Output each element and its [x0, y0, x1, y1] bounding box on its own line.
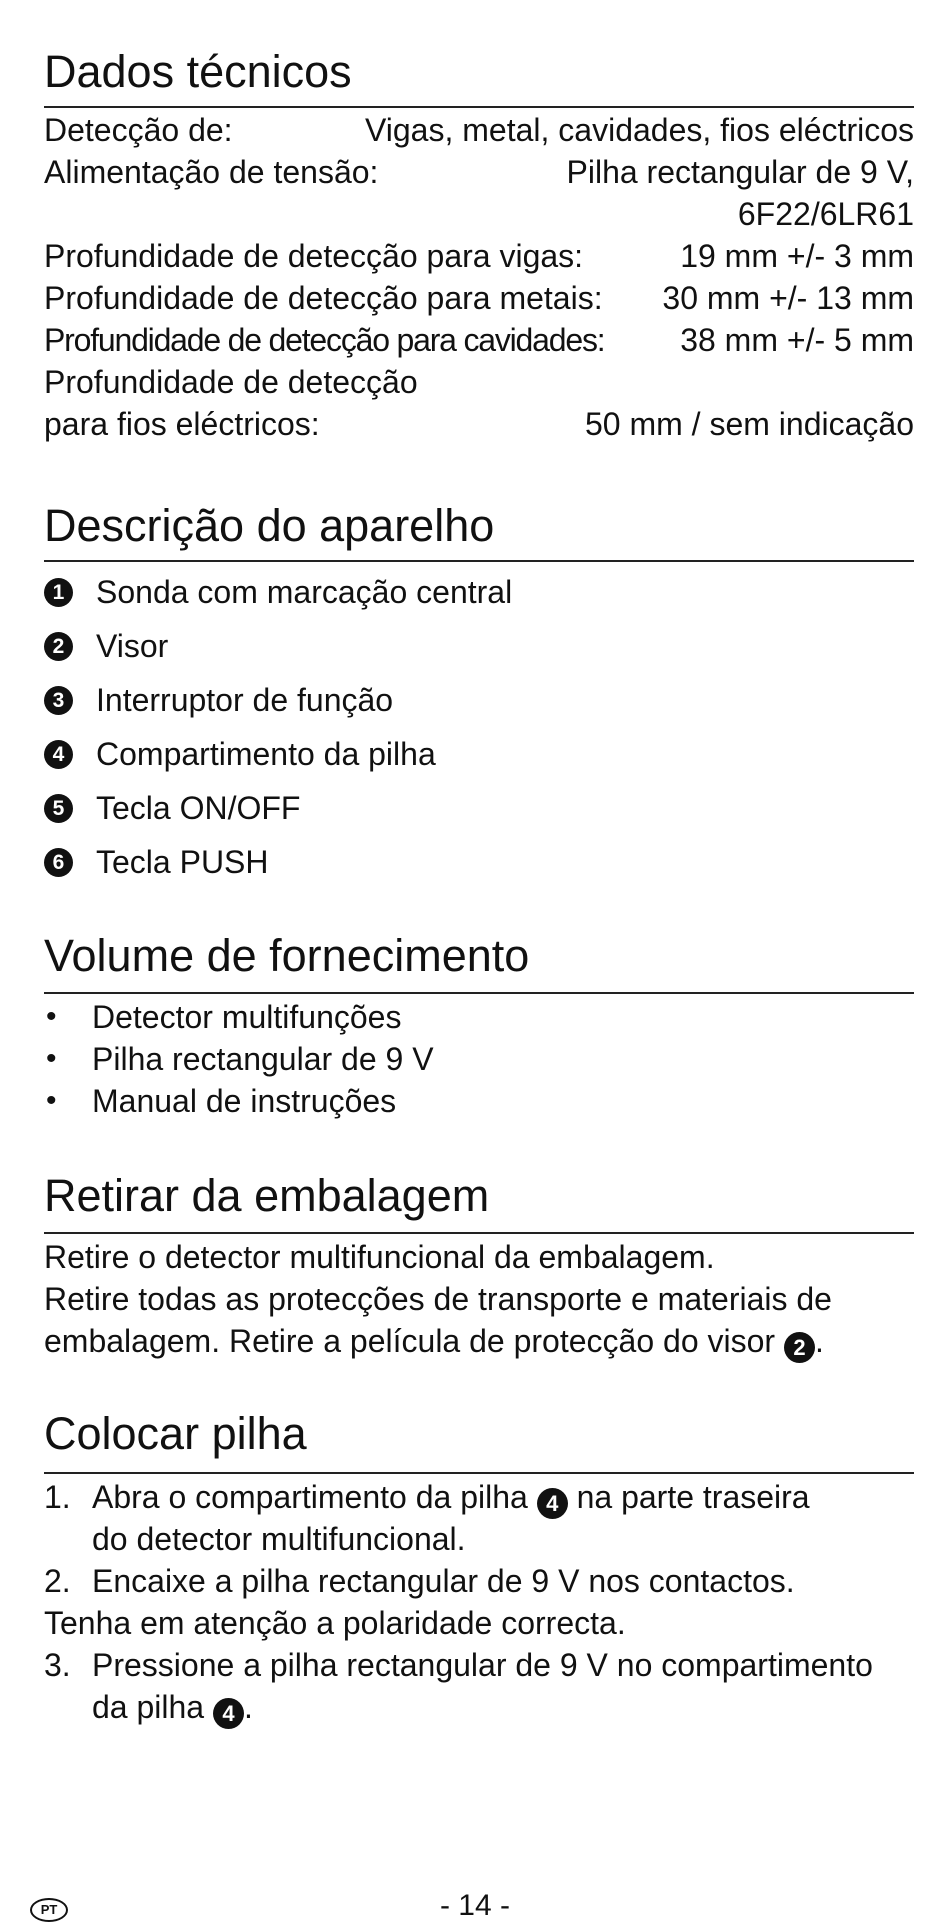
page-number: - 14 -: [439, 1889, 511, 1922]
detection-value: Vigas, metal, cavidades, fios eléctricos: [365, 112, 914, 148]
beams-depth-label: Profundidade de detecção para vigas:: [44, 238, 584, 274]
metals-depth-label: Profundidade de detecção para metais:: [44, 280, 603, 316]
language-badge: PT: [30, 1898, 68, 1922]
bullet-icon: •: [46, 1042, 57, 1075]
cavities-depth-label: Profundidade de detecção para cavidades:: [44, 322, 605, 358]
delivery-contents-heading: Volume de fornecimento: [44, 930, 530, 981]
power-value-line1: Pilha rectangular de 9 V,: [566, 154, 914, 190]
bullet-icon: •: [46, 1084, 57, 1117]
number-2-icon: 2: [44, 632, 73, 661]
list-item: Pilha rectangular de 9 V: [92, 1041, 434, 1077]
unpacking-line-2: Retire todas as protecções de transporte e materiais de: [44, 1281, 832, 1317]
device-description-heading: Descrição do aparelho: [44, 500, 495, 551]
step-1-text: [92, 1477, 810, 1519]
step-1-text-b: na parte traseira: [576, 1479, 810, 1515]
polarity-note: Tenha em atenção a polaridade correcta.: [44, 1605, 626, 1641]
number-3-icon: 3: [44, 686, 73, 715]
wires-depth-label-line2: para fios eléctricos:: [44, 406, 320, 442]
insert-battery-heading: Colocar pilha: [44, 1408, 307, 1459]
step-number: 3.: [44, 1647, 71, 1683]
divider: [44, 106, 914, 108]
part-label: Sonda com marcação central: [96, 574, 513, 610]
beams-depth-value: 19 mm +/- 3 mm: [680, 238, 914, 274]
metals-depth-value: 30 mm +/- 13 mm: [662, 280, 914, 316]
number-4-icon: 4: [213, 1698, 244, 1729]
number-6-icon: 6: [44, 848, 73, 877]
power-value-line2: 6F22/6LR61: [737, 196, 914, 232]
divider: [44, 1232, 914, 1234]
step-1-text-c: do detector multifuncional.: [92, 1521, 466, 1557]
number-4-icon: 4: [537, 1488, 568, 1519]
power-label: Alimentação de tensão:: [44, 154, 379, 190]
wires-depth-label-line1: Profundidade de detecção: [44, 364, 418, 400]
bullet-icon: •: [46, 1000, 57, 1033]
unpacking-line-3: [44, 1321, 824, 1363]
step-number: 1.: [44, 1479, 71, 1515]
unpacking-line-1: Retire o detector multifuncional da embalagem.: [44, 1239, 715, 1275]
technical-data-heading: Dados técnicos: [44, 46, 352, 97]
unpacking-line-3-text: embalagem. Retire a película de protecção do visor: [44, 1323, 776, 1359]
detection-label: Detecção de:: [44, 112, 233, 148]
divider: [44, 992, 914, 994]
step-3-text-b-text: da pilha: [92, 1689, 205, 1725]
unpacking-heading: Retirar da embalagem: [44, 1170, 490, 1221]
cavities-depth-value: 38 mm +/- 5 mm: [680, 322, 914, 358]
divider: [44, 1472, 914, 1474]
number-4-icon: 4: [44, 740, 73, 769]
wires-depth-value: 50 mm / sem indicação: [584, 406, 914, 442]
part-label: Compartimento da pilha: [96, 736, 436, 772]
list-item: Manual de instruções: [92, 1083, 397, 1119]
part-label: Interruptor de função: [96, 682, 394, 718]
part-label: Tecla ON/OFF: [96, 790, 301, 826]
list-item: Detector multifunções: [92, 999, 402, 1035]
number-5-icon: 5: [44, 794, 73, 823]
step-3-text-b: [92, 1687, 253, 1729]
step-2-text: Encaixe a pilha rectangular de 9 V nos contactos.: [92, 1563, 795, 1599]
part-label: Tecla PUSH: [96, 844, 269, 880]
step-3-text-a: Pressione a pilha rectangular de 9 V no compartimento: [92, 1647, 873, 1683]
number-1-icon: 1: [44, 578, 73, 607]
number-2-icon: 2: [784, 1332, 815, 1363]
step-1-text-a: Abra o compartimento da pilha: [92, 1479, 528, 1515]
period: .: [814, 1323, 824, 1359]
step-number: 2.: [44, 1563, 71, 1599]
divider: [44, 560, 914, 562]
part-label: Visor: [96, 628, 169, 664]
period: .: [243, 1689, 253, 1725]
